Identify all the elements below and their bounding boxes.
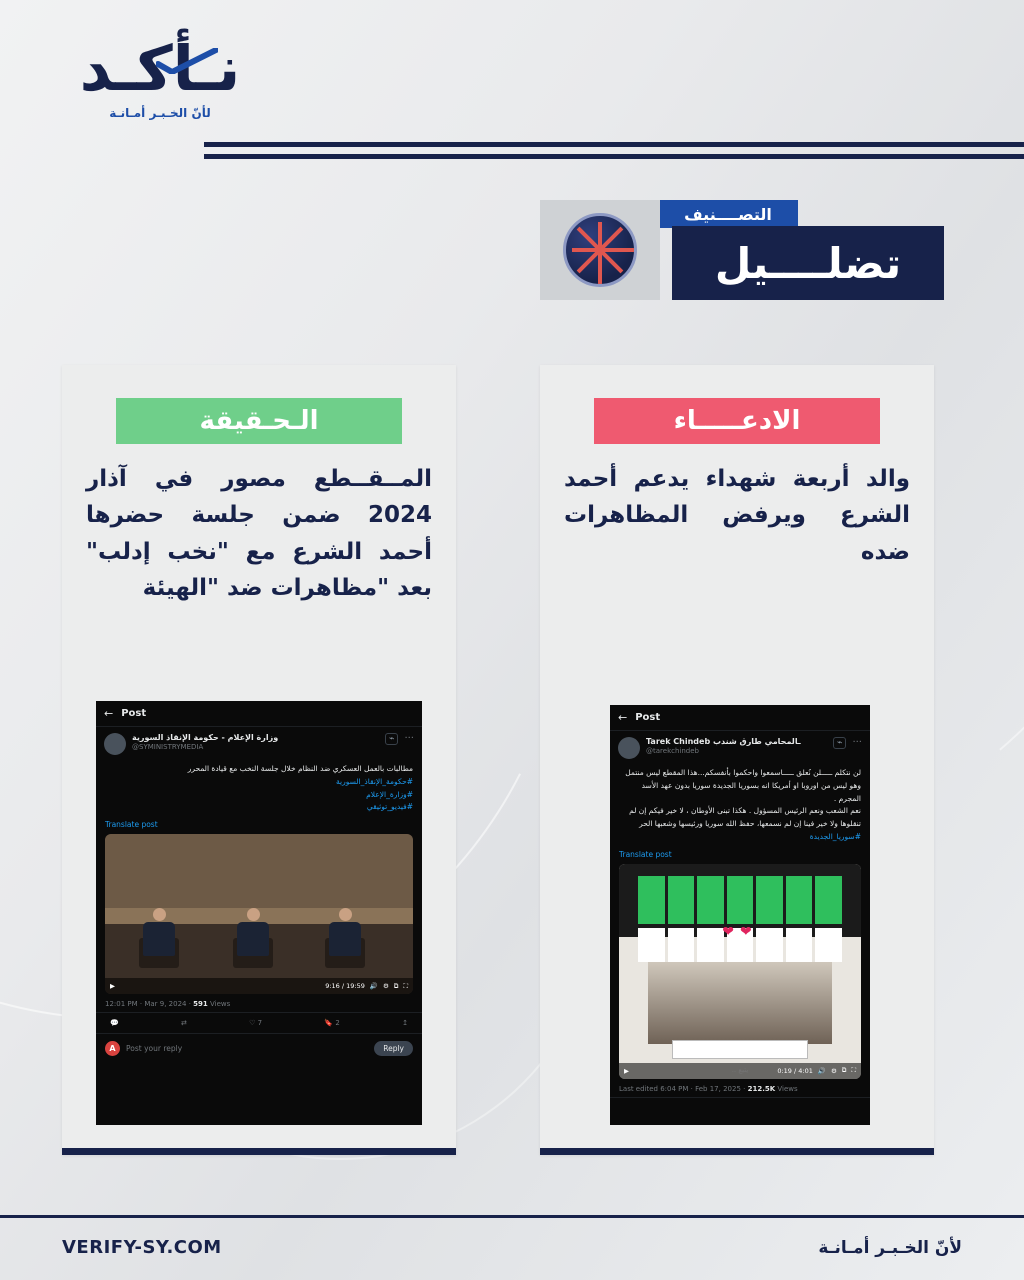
hearts-overlay: ❤❤ [722, 923, 758, 940]
media-caption [672, 1040, 808, 1059]
fullscreen-icon[interactable]: ⛶ [403, 981, 408, 990]
truth-text: المــقــطع مصور في آذار 2024 ضمن جلسة حضرها أحمد الشرع مع "نخب إدلب" بعد "مظاهرات ضد "الهيئة [86, 466, 432, 601]
media-image [619, 864, 861, 1079]
truth-tag: الـحـقيقة [116, 398, 402, 444]
media-image [105, 834, 413, 994]
brand-slogan: لأنّ الخـبـر أمـانـة [109, 106, 211, 120]
hashtag[interactable]: #سوريا_الجديدة [809, 831, 861, 841]
video-controls[interactable] [105, 978, 413, 994]
repost-icon[interactable]: ⇄ [181, 1019, 187, 1027]
brand-name: نـأكـد [79, 32, 241, 105]
post-meta [610, 1079, 870, 1098]
truth-screenshot [96, 701, 422, 1125]
reply-composer[interactable] [96, 1034, 422, 1063]
views-label: Views [210, 1000, 231, 1008]
fullscreen-icon[interactable]: ⛶ [851, 1066, 856, 1074]
claim-screenshot [610, 705, 870, 1125]
translate-post-link[interactable]: Translate post [619, 849, 672, 859]
misleading-compass-icon [563, 213, 637, 287]
hashtag[interactable]: #حكومة_الإنقاذ_السورية [335, 776, 413, 786]
hashtag[interactable]: #وزارة_الإعلام [366, 789, 413, 799]
post-media[interactable] [105, 834, 413, 994]
screenshot-title: Post [635, 712, 661, 723]
footer-slogan: لأنّ الخـبـر أمـانـة [818, 1238, 962, 1258]
post-timestamp: Last edited 6:04 PM · Feb 17, 2025 · [619, 1084, 746, 1093]
classification-banner [540, 200, 944, 300]
video-time: 9:16 / 19:59 [325, 982, 365, 990]
grok-icon[interactable]: ⌁ [385, 733, 398, 745]
panel-bottom-rule [540, 1148, 934, 1155]
picture-in-picture-icon[interactable]: ⧉ [841, 1066, 847, 1074]
account-handle: @SYMINISTRYMEDIA [132, 743, 204, 751]
views-label: Views [777, 1084, 798, 1093]
settings-icon[interactable]: ⚙ [382, 982, 389, 990]
post-line: مطالبات بالعمل العسكري ضد النظام خلال جلسة النخب مع قيادة المحرر [187, 764, 413, 773]
post-body [610, 765, 870, 850]
bookmark-count: 2 [335, 1019, 340, 1027]
post-timestamp: 12:01 PM · Mar 9, 2024 · [105, 1000, 191, 1008]
back-arrow-icon[interactable]: ← [618, 711, 628, 724]
reply-button[interactable]: Reply [374, 1041, 413, 1056]
bookmark-action[interactable]: 🔖 2 [324, 1019, 340, 1027]
video-controls[interactable] [619, 1063, 861, 1079]
avatar [618, 737, 640, 759]
volume-icon[interactable]: 🔊 [369, 982, 378, 990]
back-arrow-icon[interactable]: ← [104, 707, 114, 720]
account-name: Tarek Chindeb ـالمحامي طارق شندب [646, 737, 801, 746]
post-header [96, 727, 422, 761]
account-handle: @tarekchindeb [646, 747, 699, 755]
claim-panel [540, 365, 934, 1155]
like-action[interactable]: ♡ 7 [249, 1019, 263, 1027]
panel-bottom-rule [62, 1148, 456, 1155]
views-count: 212.5K [747, 1084, 776, 1093]
account-info [132, 733, 379, 752]
classification-value: تضلــــيل [672, 226, 944, 300]
classification-label: التصــــنيف [658, 200, 798, 228]
volume-icon[interactable]: 🔊 [817, 1066, 826, 1075]
header-rule [204, 154, 1024, 159]
like-count: 7 [257, 1019, 263, 1027]
views-count: 591 [193, 1000, 208, 1008]
settings-icon[interactable]: ⚙ [830, 1066, 837, 1075]
play-icon[interactable]: ▶ [624, 1066, 629, 1075]
brand-logo [60, 32, 260, 148]
more-options-icon[interactable]: ··· [404, 733, 414, 744]
header-rule [204, 142, 1024, 147]
avatar [104, 733, 126, 755]
footer-url[interactable]: VERIFY-SY.COM [62, 1237, 222, 1258]
check-icon [156, 48, 218, 74]
reply-input[interactable]: Post your reply [126, 1044, 183, 1053]
account-info [646, 737, 827, 756]
post-body [96, 761, 422, 820]
more-options-icon[interactable]: ··· [852, 737, 862, 748]
avatar: A [105, 1041, 120, 1056]
video-time: 0:19 / 4:01 [777, 1066, 813, 1075]
reply-icon[interactable]: 💬 [110, 1019, 119, 1027]
post-meta [96, 994, 422, 1013]
screenshot-appbar [96, 701, 422, 727]
account-name: وزارة الإعلام - حكومة الإنقاذ السورية [132, 733, 279, 742]
share-icon[interactable]: ↥ [402, 1019, 408, 1027]
post-actions [96, 1013, 422, 1034]
classification-icon-box [540, 200, 660, 300]
picture-in-picture-icon[interactable]: ⧉ [393, 981, 399, 990]
claim-tag: الادعـــــاء [594, 398, 880, 444]
post-header [610, 731, 870, 765]
post-media[interactable] [619, 864, 861, 1079]
post-line: لن نتكلم ـــــلن نُعلق ـــــاسمعوا واحكموا بأنفسكم...هذا المقطع ليس منتمل وهو ليس من اوروبا او أمريكا انه بسوريا الجديدة سوريا بدون عهد الأسد المجرم . [625, 768, 861, 803]
hashtag[interactable]: #فيديو_توثيقي [366, 802, 413, 812]
truth-panel [62, 365, 456, 1155]
play-icon[interactable]: ▶ [110, 982, 115, 990]
translate-post-link[interactable]: Translate post [105, 820, 158, 829]
screenshot-appbar [610, 705, 870, 731]
claim-text: والد أربعة شهداء يدعم أحمد الشرع ويرفض المظاهرات ضده [564, 466, 910, 565]
grok-icon[interactable]: ⌁ [833, 737, 846, 749]
header [0, 32, 1024, 162]
screenshot-title: Post [121, 708, 147, 719]
post-line: نعم الشعب ونعم الرئيس المسؤول . هكذا تبنى الأوطان ، لا خير فيكم إن لم تنقلوها ولا خير فينا إن لم نسمعها، حفظ الله سوريا ورئيسها وشعبها الحر [629, 806, 861, 828]
footer-rule [0, 1215, 1024, 1218]
